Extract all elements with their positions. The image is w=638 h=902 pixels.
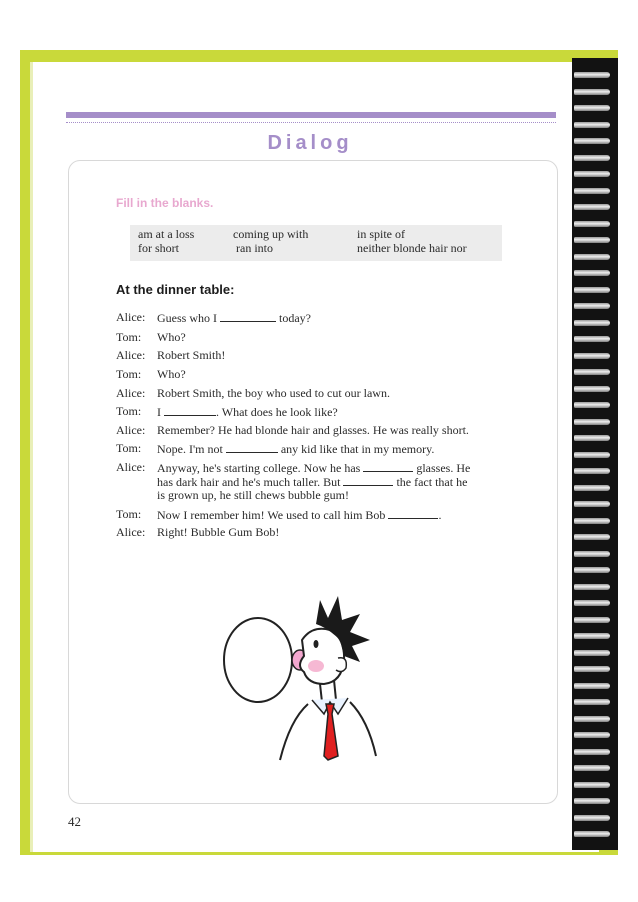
dialog-line: Robert Smith!: [157, 348, 226, 362]
binding-ring: [574, 617, 610, 623]
answer-blank[interactable]: [363, 460, 413, 472]
dialog-line: [157, 441, 507, 457]
binding-ring: [574, 155, 610, 161]
line-text-part: Anyway, he's starting college. Now he has: [157, 461, 364, 475]
binding-ring: [574, 567, 610, 573]
line-text-part: has dark hair and he's much taller. But: [157, 475, 344, 489]
binding-ring: [574, 237, 610, 243]
speaker-label: Alice:: [116, 423, 146, 437]
header-dotted-rule: [66, 122, 556, 123]
binding-ring: [574, 336, 610, 342]
binding-ring: [574, 699, 610, 705]
binding-ring: [574, 600, 610, 606]
line-text-part: Nope. I'm not: [157, 442, 226, 456]
line-text-part: today?: [276, 311, 311, 325]
binding-ring: [574, 485, 610, 491]
binding-ring: [574, 551, 610, 557]
binding-ring: [574, 584, 610, 590]
binding-ring: [574, 650, 610, 656]
binding-ring: [574, 204, 610, 210]
answer-blank[interactable]: [220, 310, 276, 322]
word-bank-item: neither blonde hair nor: [357, 241, 467, 255]
dialog-line: [157, 310, 507, 326]
binding-ring: [574, 72, 610, 78]
binding-ring: [574, 369, 610, 375]
word-bank-item: for short: [138, 241, 179, 255]
speaker-label: Tom:: [116, 404, 142, 418]
word-bank-item: in spite of: [357, 227, 405, 241]
binding-ring: [574, 468, 610, 474]
binding-ring: [574, 633, 610, 639]
binding-ring: [574, 419, 610, 425]
speaker-label: Alice:: [116, 525, 146, 539]
page-title: Dialog: [267, 132, 353, 154]
line-text-part: the fact that he: [393, 475, 468, 489]
binding-ring: [574, 782, 610, 788]
answer-blank[interactable]: [343, 474, 393, 486]
dialog-line: [157, 404, 507, 420]
binding-ring: [574, 435, 610, 441]
red-tie: [324, 704, 338, 760]
binding-ring: [574, 683, 610, 689]
answer-blank[interactable]: [388, 507, 438, 519]
binding-ring: [574, 287, 610, 293]
speaker-label: Alice:: [116, 386, 146, 400]
speaker-label: Alice:: [116, 310, 146, 324]
binding-ring: [574, 270, 610, 276]
word-bank-item: ran into: [236, 241, 273, 255]
exercise-instruction: Fill in the blanks.: [116, 196, 214, 210]
binding-ring: [574, 765, 610, 771]
binding-ring: [574, 501, 610, 507]
header-bar: [66, 112, 556, 118]
binding-ring: [574, 122, 610, 128]
binding-ring: [574, 732, 610, 738]
line-text-part: glasses. He: [413, 461, 471, 475]
binding-ring: [574, 221, 610, 227]
dialog-line: Who?: [157, 367, 186, 381]
speaker-label: Alice:: [116, 460, 146, 474]
line-text-part: .: [438, 508, 442, 522]
dialog-line: Who?: [157, 330, 186, 344]
binding-ring: [574, 749, 610, 755]
speaker-label: Tom:: [116, 367, 142, 381]
binding-ring: [574, 303, 610, 309]
dialog-heading: At the dinner table:: [116, 282, 235, 297]
gum-bubble: [224, 618, 292, 702]
binding-ring: [574, 452, 610, 458]
binding-ring: [574, 89, 610, 95]
answer-blank[interactable]: [164, 404, 216, 416]
binding-ring: [574, 798, 610, 804]
binding-ring: [574, 320, 610, 326]
line-text-part: Now I remember him! We used to call him Bob: [157, 508, 389, 522]
binding-ring: [574, 386, 610, 392]
speaker-label: Tom:: [116, 441, 142, 455]
dialog-line: Remember? He had blonde hair and glasses. He was really short.: [157, 423, 469, 437]
dialog-line: Robert Smith, the boy who used to cut our lawn.: [157, 386, 390, 400]
dialog-line: Right! Bubble Gum Bob!: [157, 525, 280, 539]
dialog-line-continued: is grown up, he still chews bubble gum!: [157, 488, 349, 502]
speaker-label: Tom:: [116, 507, 142, 521]
binding-ring: [574, 534, 610, 540]
speaker-label: Alice:: [116, 348, 146, 362]
binding-ring: [574, 402, 610, 408]
binding-ring: [574, 716, 610, 722]
dialog-line: [157, 507, 507, 523]
word-bank-item: coming up with: [233, 227, 309, 241]
page-number: 42: [68, 814, 81, 829]
binding-ring: [574, 171, 610, 177]
bubble-gum-boy-illustration: [220, 580, 390, 765]
binding-ring: [574, 188, 610, 194]
speaker-label: Tom:: [116, 330, 142, 344]
binding-ring: [574, 254, 610, 260]
line-text-part: I: [157, 405, 164, 419]
binding-ring: [574, 831, 610, 837]
line-text-part: . What does he look like?: [216, 405, 338, 419]
binding-ring: [574, 353, 610, 359]
binding-ring: [574, 105, 610, 111]
binding-ring: [574, 518, 610, 524]
binding-ring: [574, 666, 610, 672]
line-text-part: any kid like that in my memory.: [277, 442, 435, 456]
line-text-part: Guess who I: [157, 311, 220, 325]
binding-ring: [574, 815, 610, 821]
word-bank-item: am at a loss: [138, 227, 195, 241]
answer-blank[interactable]: [226, 441, 278, 453]
